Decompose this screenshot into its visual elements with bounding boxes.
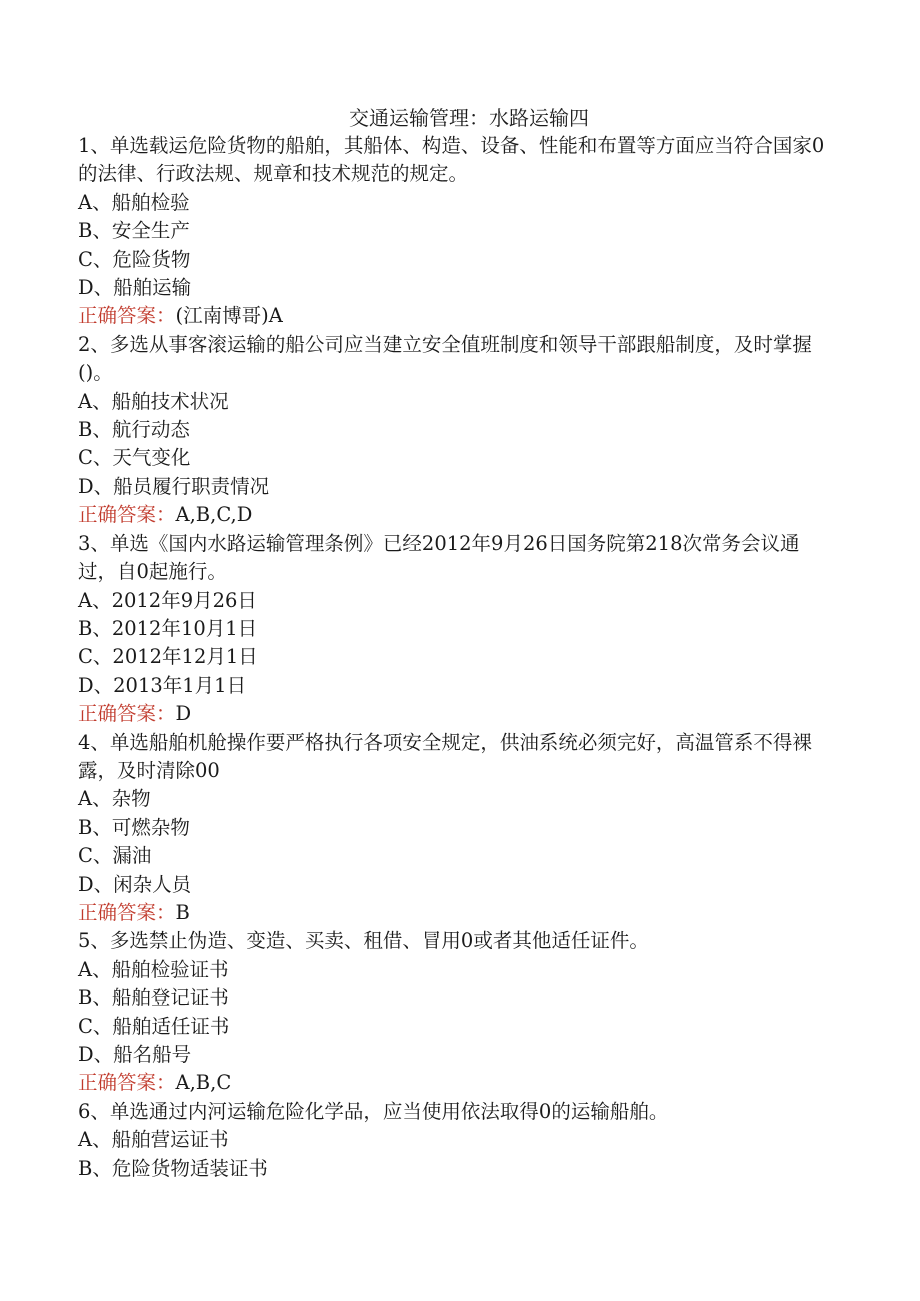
question-stem: 6、单选通过内河运输危险化学品，应当使用依法取得0的运输船舶。	[78, 1099, 669, 1123]
option-a: A、船舶检验	[78, 190, 190, 214]
answer-line	[78, 501, 838, 529]
option-a: A、船舶检验证书	[78, 957, 229, 981]
option-b: B、船舶登记证书	[78, 986, 229, 1010]
option-a: A、2012年9月26日	[78, 588, 257, 612]
option-c: C、2012年12月1日	[78, 645, 258, 669]
option-c: C、船舶适任证书	[78, 1014, 230, 1038]
option-d: D、2013年1月1日	[78, 673, 247, 697]
option-d: D、船舶运输	[78, 276, 192, 300]
question-2	[78, 331, 838, 530]
question-4	[78, 729, 838, 928]
option-a: A、船舶技术状况	[78, 389, 229, 413]
option-c: C、天气变化	[78, 446, 191, 470]
option-b: B、2012年10月1日	[78, 616, 258, 640]
answer-label: 正确答案：	[78, 503, 176, 527]
question-3	[78, 530, 838, 729]
question-stem: 3、单选《国内水路运输管理条例》已经2012年9月26日国务院第218次常务会议通过，自0起施行。	[78, 531, 800, 584]
question-stem: 2、多选从事客滚运输的船公司应当建立安全值班制度和领导干部跟船制度，及时掌握()。	[78, 332, 812, 385]
option-b: B、危险货物适装证书	[78, 1156, 268, 1180]
answer-value: D	[175, 702, 192, 726]
answer-value: A,B,C,D	[175, 503, 253, 527]
question-5	[78, 927, 838, 1097]
answer-label: 正确答案：	[78, 1071, 176, 1095]
answer-line	[78, 302, 838, 330]
answer-line	[78, 700, 838, 728]
document-title: 交通运输管理：水路运输四	[349, 106, 589, 130]
option-d: D、船员履行职责情况	[78, 474, 270, 498]
option-a: A、杂物	[78, 787, 151, 811]
answer-label: 正确答案：	[78, 900, 176, 924]
question-6	[78, 1098, 838, 1183]
option-c: C、危险货物	[78, 247, 191, 271]
question-stem: 1、单选载运危险货物的船舶，其船体、构造、设备、性能和布置等方面应当符合国家0的法律、行政法规、规章和技术规范的规定。	[78, 134, 825, 186]
answer-value: (江南博哥)A	[175, 304, 283, 328]
answer-value: B	[175, 900, 190, 924]
answer-label: 正确答案：	[78, 702, 176, 726]
option-b: B、安全生产	[78, 219, 190, 243]
option-d: D、船名船号	[78, 1043, 192, 1066]
answer-line	[78, 899, 838, 927]
option-b: B、航行动态	[78, 418, 190, 442]
option-b: B、可燃杂物	[78, 815, 190, 839]
option-a: A、船舶营运证书	[78, 1128, 229, 1152]
option-c: C、漏油	[78, 844, 152, 868]
question-stem: 5、多选禁止伪造、变造、买卖、租借、冒用0或者其他适任证件。	[78, 929, 649, 953]
answer-value: A,B,C	[175, 1071, 232, 1095]
document-page	[78, 104, 838, 1183]
answer-label: 正确答案：	[78, 304, 176, 328]
question-1	[78, 132, 838, 331]
question-stem: 4、单选船舶机舱操作要严格执行各项安全规定，供油系统必须完好，高温管系不得裸露，及时清除00	[78, 730, 812, 782]
answer-line	[78, 1069, 838, 1097]
option-d: D、闲杂人员	[78, 872, 192, 896]
